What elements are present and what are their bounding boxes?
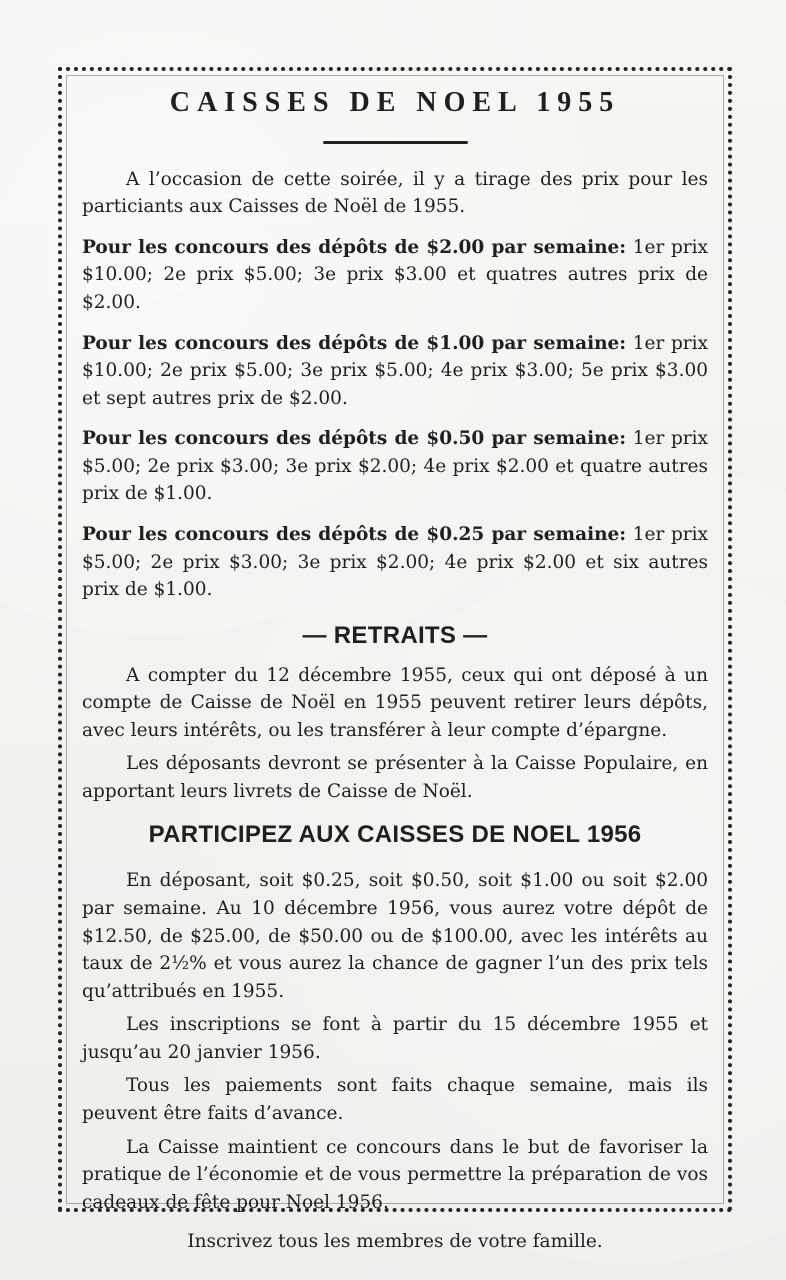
contest-2-text: 1er prix $10.00; 2e prix $5.00; 3e prix $3.00 et quatres autres prix de $2.00. [82,236,708,314]
contest-050-paragraph [82,425,708,508]
contest-050-text: 1er prix $5.00; 2e prix $3.00; 3e prix $2.00; 4e prix $2.00 et quatre autres prix de $1.00. [82,428,708,505]
contest-1-lead: Pour les concours des dépôts de $1.00 par semaine: [82,332,627,354]
contest-1-text: 1er prix $10.00; 2e prix $5.00; 3e prix $5.00; 4e prix $3.00; 5e prix $3.00 et sept autres prix de $2.00. [82,332,708,409]
document-content [82,82,708,1255]
contest-1-paragraph [82,330,708,413]
participate-paragraph-1: En déposant, soit $0.25, soit $0.50, soit $1.00 ou soit $2.00 par semaine. Au 10 décembre 1956, vous aurez votre dépôt de $12.50, de $25.00, de $50.00 ou de $100.00, avec les intérêts au taux de 2½% et vous aurez la chance de gagner l’un des prix tels qu’attribués en 1955. [82,870,708,1002]
intro-paragraph: A l’occasion de cette soirée, il y a tirage des prix pour les particiants aux Caisses de Noël de 1955. [82,168,708,218]
participate-paragraph-3: Tous les paiements sont faits chaque semaine, mais ils peuvent être faits d’avance. [82,1075,708,1124]
closing-line: Inscrivez tous les membres de votre famille. [187,1231,603,1253]
participate-paragraph-2: Les inscriptions se font à partir du 15 décembre 1955 et jusqu’au 20 janvier 1956. [82,1014,708,1063]
retraits-heading: — RETRAITS — [302,621,488,649]
participate-paragraph-4: La Caisse maintient ce concours dans le but de favoriser la pratique de l’économie et de vous permettre la préparation de vos cadeaux de fête pour Noel 1956. [82,1136,708,1213]
title-underline [323,141,468,144]
contest-2-lead: Pour les concours des dépôts de $2.00 par semaine: [82,236,627,258]
retraits-paragraph-1: A compter du 12 décembre 1955, ceux qui ont déposé à un compte de Caisse de Noël en 1955 peuvent retirer leurs dépôts, avec leurs intérêts, ou les transférer à leur compte d’épargne. [82,664,708,741]
participate-heading: PARTICIPEZ AUX CAISSES DE NOEL 1956 [148,821,642,849]
retraits-paragraph-2: Les déposants devront se présenter à la Caisse Populaire, en apportant leurs livrets de Caisse de Noël. [82,753,708,802]
document-title: CAISSES DE NOEL 1955 [169,87,621,118]
contest-050-lead: Pour les concours des dépôts de $0.50 par semaine: [82,428,627,450]
contest-025-text: 1er prix $5.00; 2e prix $3.00; 3e prix $2.00; 4e prix $2.00 et six autres prix de $1.00. [82,523,708,601]
contest-025-lead: Pour les concours des dépôts de $0.25 par semaine: [82,523,627,545]
contest-2-paragraph [82,234,708,317]
contest-025-paragraph [82,521,708,604]
